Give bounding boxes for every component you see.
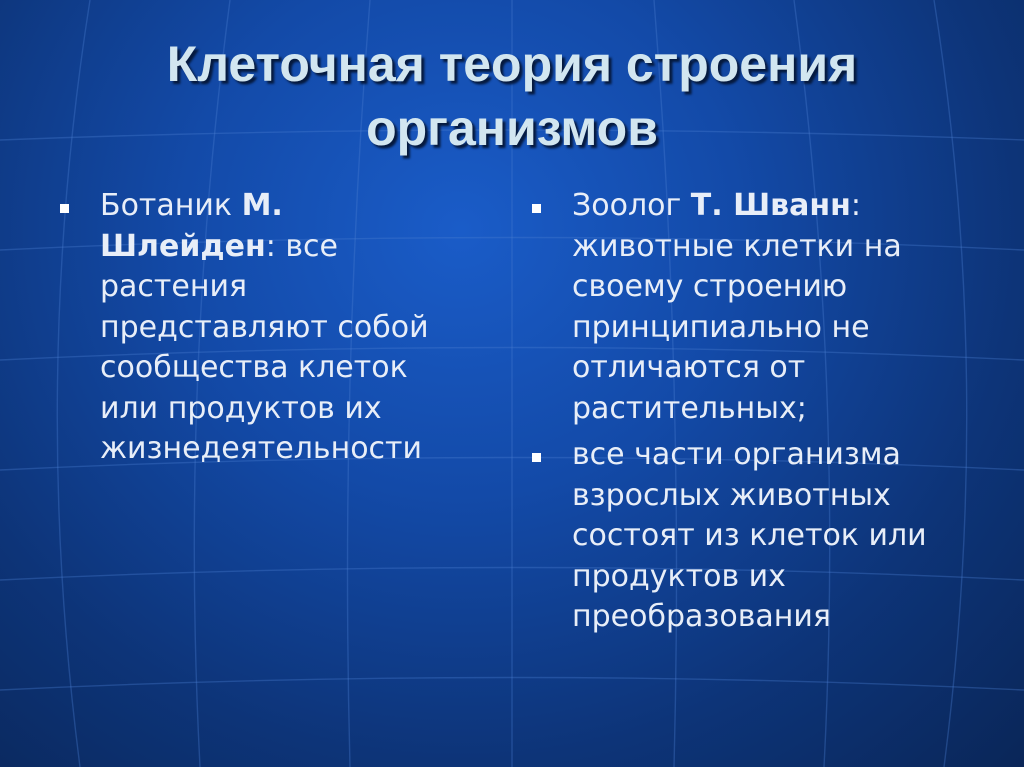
right-column <box>532 186 1002 644</box>
left-column <box>60 186 480 476</box>
bullet-text-prefix: Зоолог <box>572 188 691 223</box>
square-bullet-icon <box>532 204 541 213</box>
square-bullet-icon <box>60 204 69 213</box>
bullet-text-name: М. Шлейден <box>100 188 283 264</box>
title-line-2: организмов <box>366 100 658 156</box>
title-line-1: Клеточная теория строения <box>166 36 858 92</box>
bullet-text-body: : все растения представляют собой сообщества клеток или продуктов их жизнедеятельности <box>100 228 429 466</box>
bullet-item <box>532 186 1002 429</box>
bullet-item <box>532 435 1002 638</box>
bullet-text-body: : животные клетки на своему строению принципиально не отличаются от растительных; <box>572 188 902 426</box>
bullet-text-name: Т. Шванн <box>690 188 851 223</box>
bullet-item <box>60 186 480 470</box>
square-bullet-icon <box>532 453 541 462</box>
bullet-text-prefix: все части организма взрослых животных состоят из клеток или продуктов их преобразования <box>572 437 927 634</box>
bullet-text <box>572 186 1002 429</box>
bullet-text <box>572 435 1002 638</box>
bullet-text-prefix: Ботаник <box>100 188 242 223</box>
bullet-text <box>100 186 480 470</box>
slide-title <box>0 32 1024 160</box>
